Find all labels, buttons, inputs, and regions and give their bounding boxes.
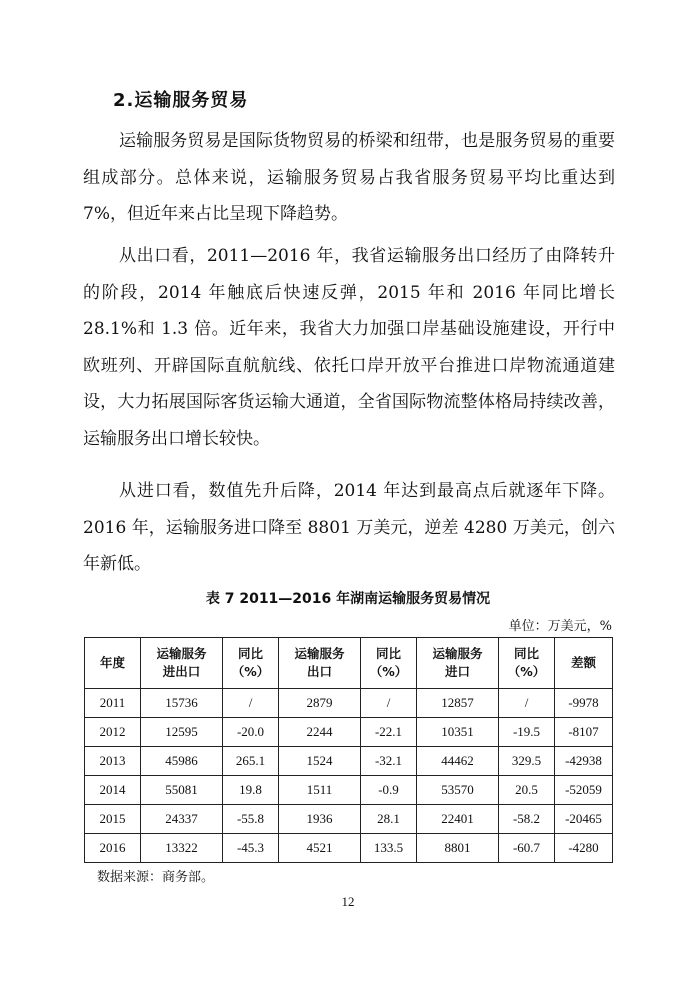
table-cell: 12857	[417, 689, 499, 718]
table-row	[85, 776, 613, 805]
table-cell: 133.5	[361, 834, 417, 863]
table-caption: 表 7 2011—2016 年湖南运输服务贸易情况	[205, 591, 491, 607]
table-cell: -60.7	[499, 834, 555, 863]
table-row	[85, 805, 613, 834]
table-cell: 55081	[141, 776, 223, 805]
table-cell: 1511	[279, 776, 361, 805]
header-cell: 运输服务 进口	[417, 638, 499, 689]
table-cell: -45.3	[223, 834, 279, 863]
table-cell: -19.5	[499, 718, 555, 747]
table-cell: 2016	[85, 834, 141, 863]
table-cell: /	[499, 689, 555, 718]
page-number: 12	[341, 894, 355, 909]
table-cell: -20465	[555, 805, 613, 834]
table-row	[85, 718, 613, 747]
header-cell: 同比 （%）	[499, 638, 555, 689]
table-cell: 265.1	[223, 747, 279, 776]
table-cell: 1936	[279, 805, 361, 834]
paragraph-import-analysis: 从进口看，数值先升后降，2014 年达到最高点后就逐年下降。2016 年，运输服务进口降至 8801 万美元，逆差 4280 万美元，创六年新低。	[83, 481, 615, 574]
table-cell: 2015	[85, 805, 141, 834]
header-cell: 年度	[85, 638, 141, 689]
table-row	[85, 689, 613, 718]
table-cell: 53570	[417, 776, 499, 805]
table-cell: -4280	[555, 834, 613, 863]
table-cell: 2012	[85, 718, 141, 747]
table-cell: -0.9	[361, 776, 417, 805]
table-cell: 44462	[417, 747, 499, 776]
table-cell: 19.8	[223, 776, 279, 805]
table-body	[85, 689, 613, 863]
table-cell: 2011	[85, 689, 141, 718]
table-row	[85, 834, 613, 863]
table-cell: /	[223, 689, 279, 718]
table-cell: 22401	[417, 805, 499, 834]
table-cell: 2879	[279, 689, 361, 718]
table-cell: 2244	[279, 718, 361, 747]
table-cell: -58.2	[499, 805, 555, 834]
table-cell: -32.1	[361, 747, 417, 776]
table-header-row	[85, 638, 613, 689]
header-cell: 运输服务 出口	[279, 638, 361, 689]
table-cell: 20.5	[499, 776, 555, 805]
table-cell: /	[361, 689, 417, 718]
table-cell: 13322	[141, 834, 223, 863]
table-unit-note: 单位：万美元，%	[508, 619, 612, 634]
header-cell: 同比 （%）	[361, 638, 417, 689]
section-heading: 2.运输服务贸易	[113, 90, 249, 111]
table-cell: -22.1	[361, 718, 417, 747]
table-cell: 12595	[141, 718, 223, 747]
header-cell: 同比 （%）	[223, 638, 279, 689]
table-source-note: 数据来源：商务部。	[97, 870, 215, 885]
table-cell: -42938	[555, 747, 613, 776]
table-cell: -52059	[555, 776, 613, 805]
header-cell: 运输服务 进出口	[141, 638, 223, 689]
table-cell: 24337	[141, 805, 223, 834]
table-cell: 329.5	[499, 747, 555, 776]
table-cell: 45986	[141, 747, 223, 776]
transport-trade-table	[84, 637, 613, 863]
paragraph-export-analysis: 从出口看，2011—2016 年，我省运输服务出口经历了由降转升的阶段，2014 年触底后快速反弹，2015 年和 2016 年同比增长 28.1%和 1.3 倍。近年来，我省大力加强口岸基础设施建设，开行中欧班列、开辟国际直航航线、依托口岸开放平台推进口岸物流通道建设，大力拓展国际客货运输大通道，全省国际物流整体格局持续改善，运输服务出口增长较快。	[83, 246, 615, 449]
table-cell: -9978	[555, 689, 613, 718]
table-cell: -20.0	[223, 718, 279, 747]
paragraph-transport-overview: 运输服务贸易是国际货物贸易的桥梁和纽带，也是服务贸易的重要组成部分。总体来说，运输服务贸易占我省服务贸易平均比重达到 7%，但近年来占比呈现下降趋势。	[83, 131, 615, 224]
table-cell: 10351	[417, 718, 499, 747]
table-cell: 4521	[279, 834, 361, 863]
table-row	[85, 747, 613, 776]
table-cell: 1524	[279, 747, 361, 776]
table-cell: 2013	[85, 747, 141, 776]
table-cell: 8801	[417, 834, 499, 863]
table-cell: -55.8	[223, 805, 279, 834]
header-cell: 差额	[555, 638, 613, 689]
table-cell: 2014	[85, 776, 141, 805]
table-cell: 15736	[141, 689, 223, 718]
table-cell: 28.1	[361, 805, 417, 834]
table-cell: -8107	[555, 718, 613, 747]
